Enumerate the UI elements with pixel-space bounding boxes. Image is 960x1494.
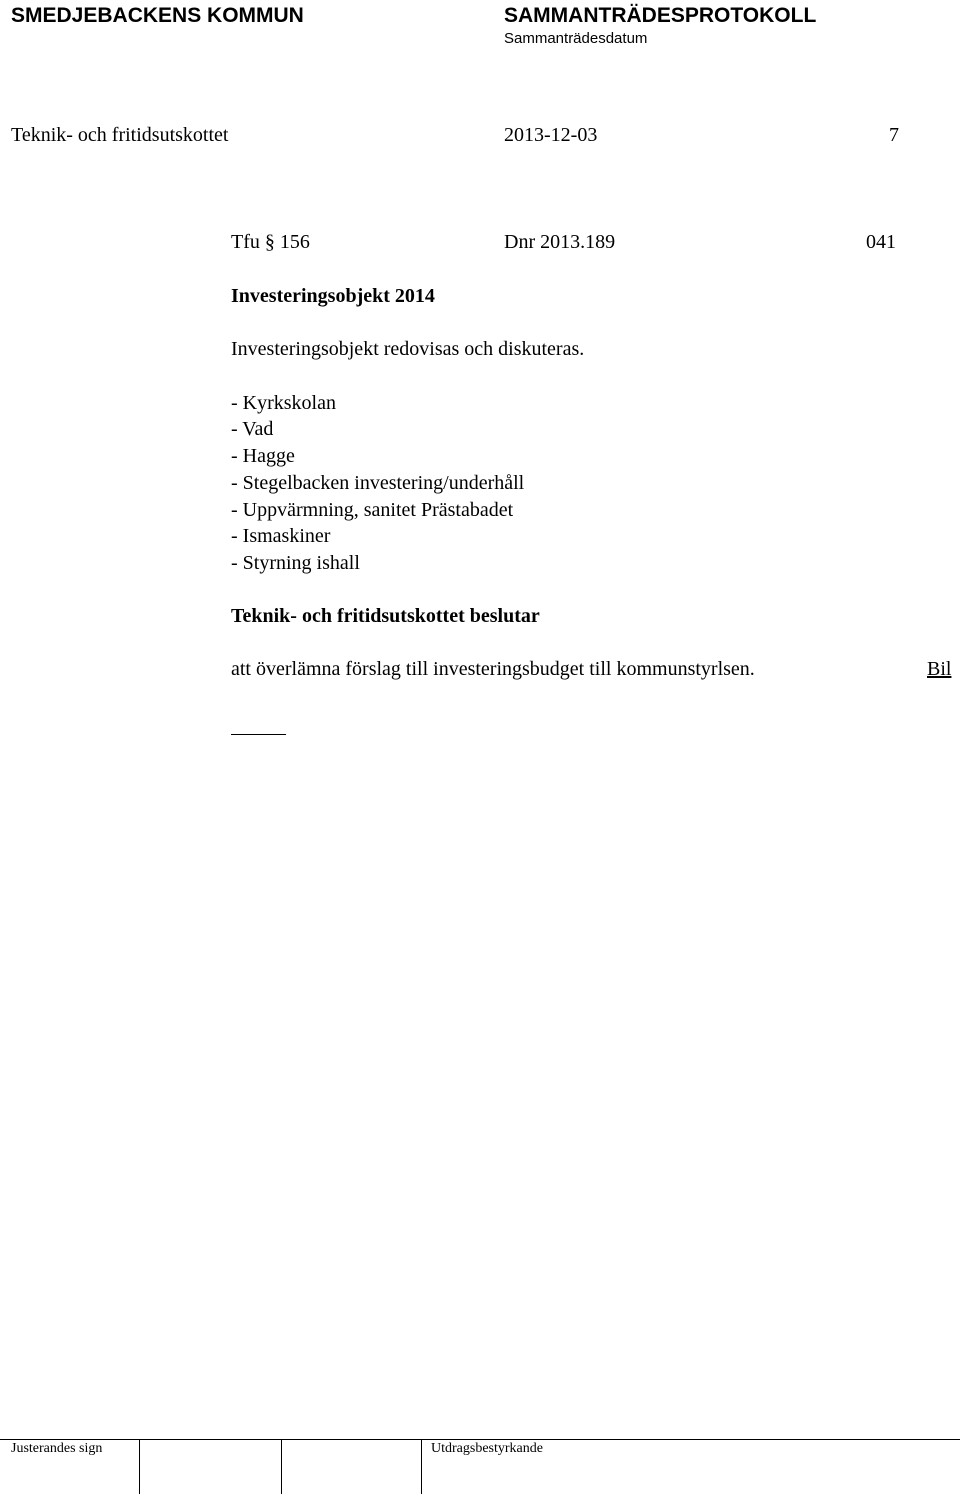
list-item: - Vad <box>231 418 274 440</box>
paragraph-number: Tfu § 156 <box>231 231 310 253</box>
separator-rule <box>231 734 286 735</box>
decision-text: att överlämna förslag till investeringsbudget till kommunstyrlsen. <box>231 658 755 680</box>
list-item: - Stegelbacken investering/underhåll <box>231 472 525 494</box>
document-type: SAMMANTRÄDESPROTOKOLL <box>504 4 817 27</box>
list-item: - Ismaskiner <box>231 525 331 547</box>
extract-label: Utdragsbestyrkande <box>431 1441 543 1456</box>
footer-divider <box>281 1440 282 1494</box>
decision-heading: Teknik- och fritidsutskottet beslutar <box>231 605 540 627</box>
meeting-date: 2013-12-03 <box>504 124 598 146</box>
list-item: - Uppvärmning, sanitet Prästabadet <box>231 499 514 521</box>
page-number: 7 <box>889 124 899 146</box>
list-item: - Kyrkskolan <box>231 392 336 414</box>
list-item: - Hagge <box>231 445 295 467</box>
list-item: - Styrning ishall <box>231 552 360 574</box>
intro-text: Investeringsobjekt redovisas och diskuteras. <box>231 338 585 360</box>
item-title: Investeringsobjekt 2014 <box>231 285 435 307</box>
sign-label: Justerandes sign <box>11 1441 103 1456</box>
footer-rule <box>0 1439 960 1440</box>
attachment-link[interactable]: Bil <box>927 658 952 680</box>
footer-divider <box>139 1440 140 1494</box>
date-label: Sammanträdesdatum <box>504 30 648 47</box>
archive-code: 041 <box>866 231 896 253</box>
municipality-name: SMEDJEBACKENS KOMMUN <box>11 4 304 27</box>
footer-divider <box>421 1440 422 1494</box>
committee-name: Teknik- och fritidsutskottet <box>11 124 229 146</box>
diary-number: Dnr 2013.189 <box>504 231 616 253</box>
